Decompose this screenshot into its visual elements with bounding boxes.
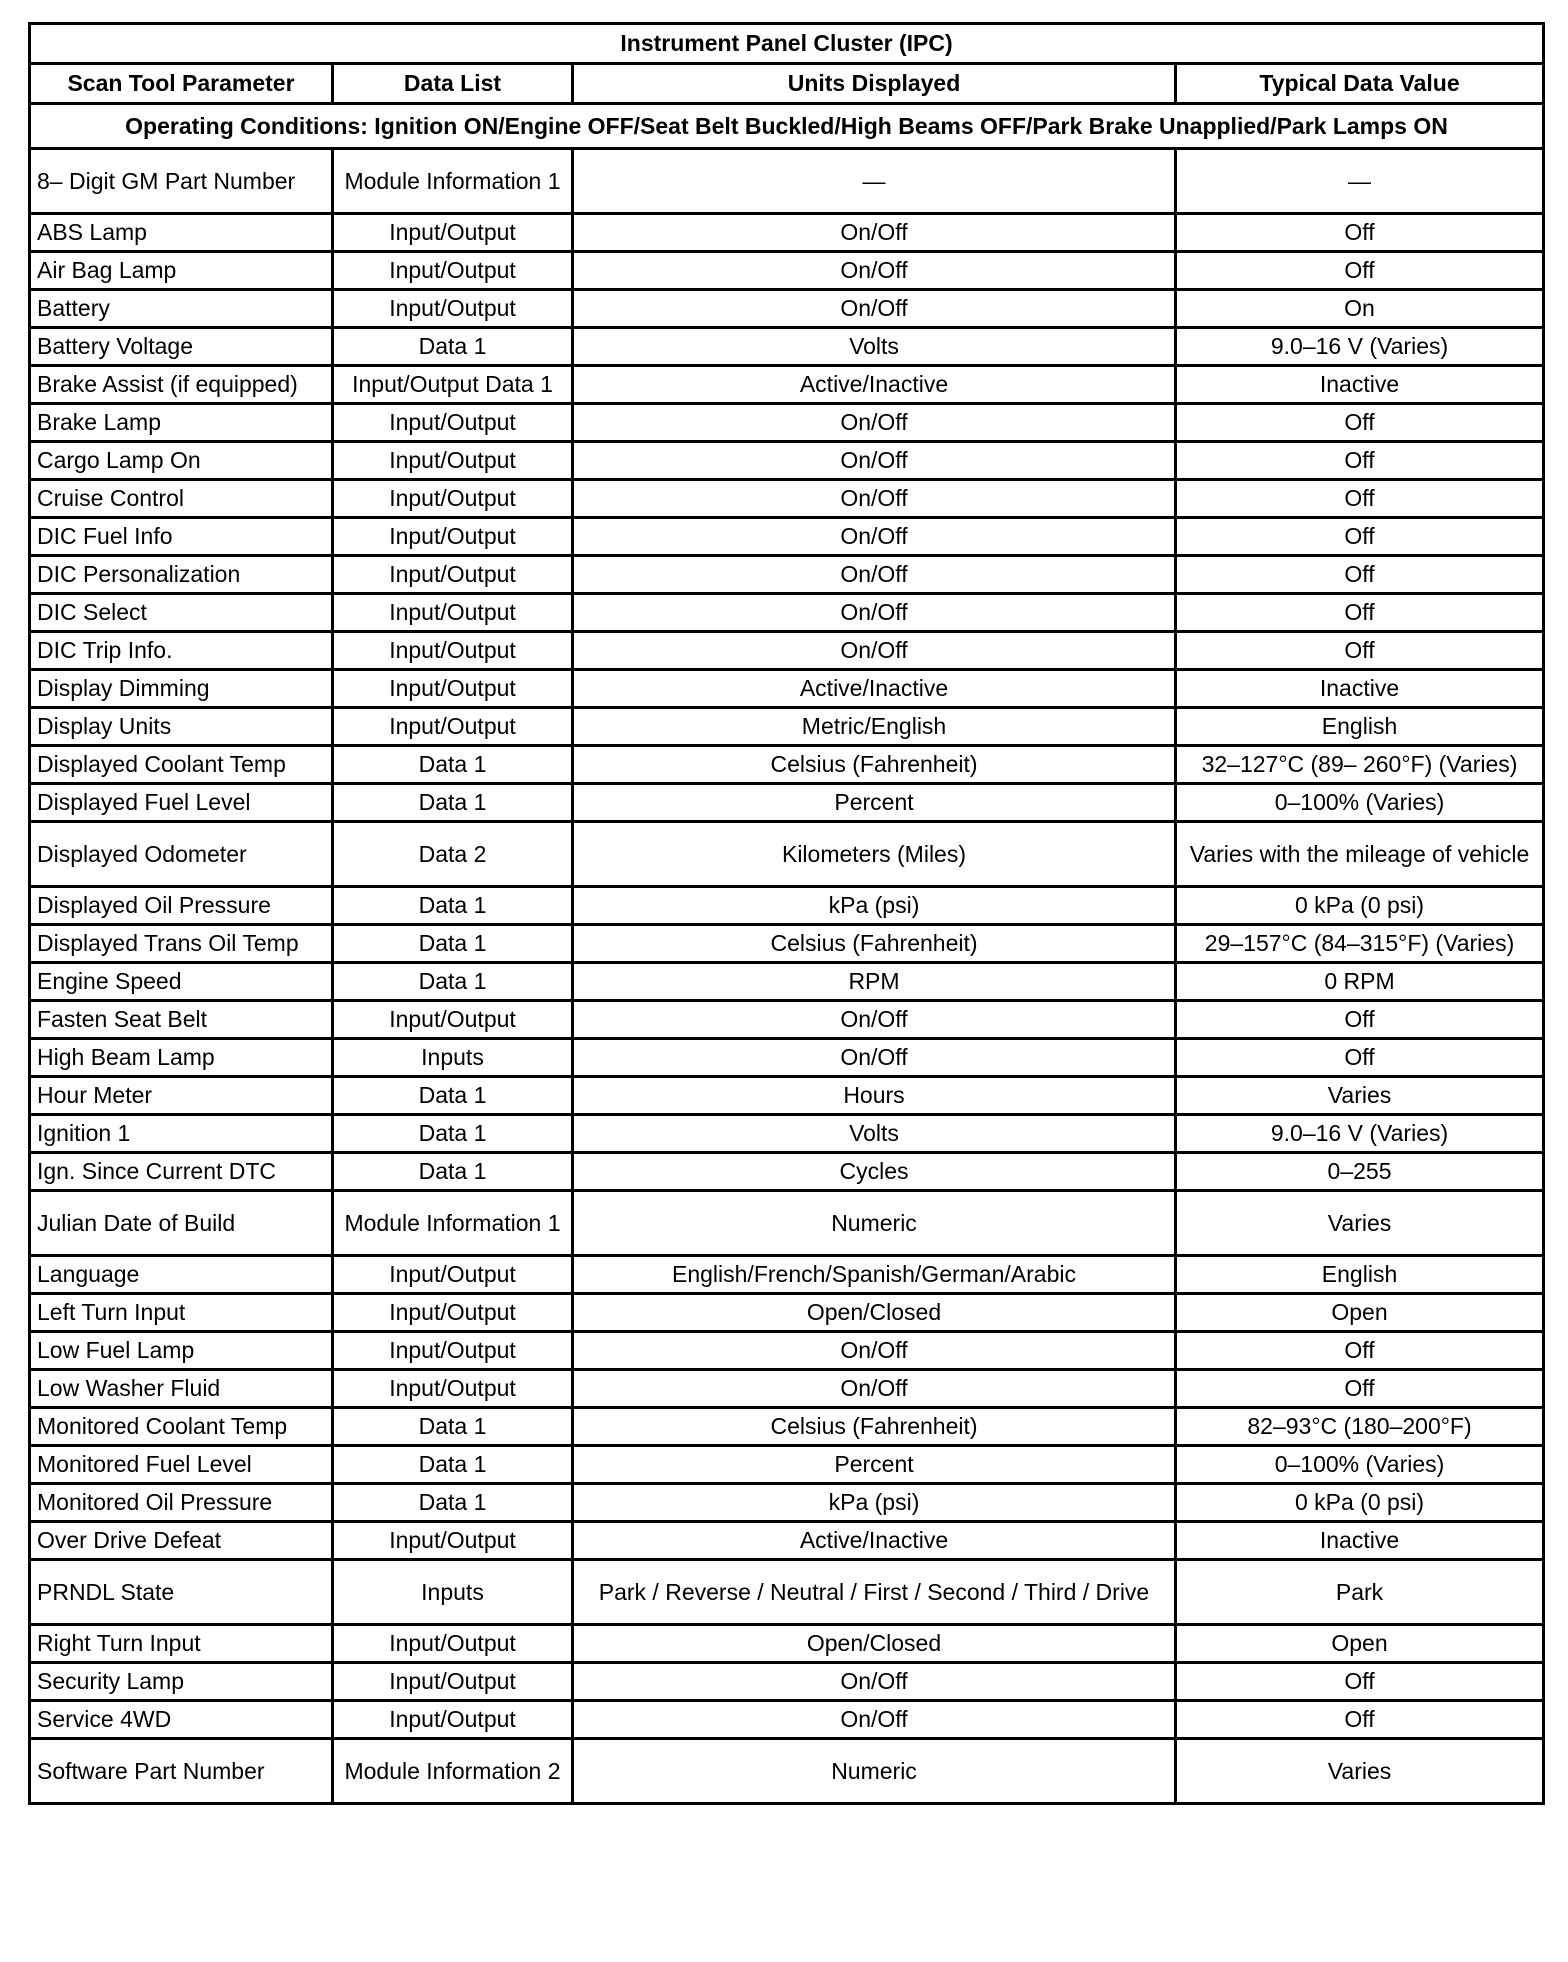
cell-parameter: ABS Lamp [30,214,333,252]
cell-parameter: Low Fuel Lamp [30,1332,333,1370]
table-row [30,632,1544,670]
cell-units: On/Off [573,214,1176,252]
cell-parameter: Cruise Control [30,480,333,518]
cell-units: On/Off [573,594,1176,632]
cell-units: On/Off [573,556,1176,594]
cell-units: On/Off [573,1332,1176,1370]
cell-units: RPM [573,963,1176,1001]
cell-data-list: Module Information 2 [333,1739,573,1804]
cell-parameter: Low Washer Fluid [30,1370,333,1408]
cell-units: Active/Inactive [573,670,1176,708]
column-header-data-list: Data List [333,64,573,104]
table-row [30,963,1544,1001]
cell-units: On/Off [573,290,1176,328]
cell-typical-value: Park [1176,1560,1544,1625]
cell-typical-value: Off [1176,404,1544,442]
cell-units: On/Off [573,1001,1176,1039]
table-row [30,556,1544,594]
table-row [30,480,1544,518]
cell-typical-value: Inactive [1176,1522,1544,1560]
cell-parameter: High Beam Lamp [30,1039,333,1077]
cell-data-list: Data 1 [333,784,573,822]
cell-typical-value: — [1176,149,1544,214]
table-row [30,1153,1544,1191]
cell-typical-value: Off [1176,518,1544,556]
cell-parameter: Ignition 1 [30,1115,333,1153]
cell-data-list: Input/Output [333,708,573,746]
cell-data-list: Inputs [333,1560,573,1625]
cell-parameter: Air Bag Lamp [30,252,333,290]
cell-typical-value: 82–93°C (180–200°F) [1176,1408,1544,1446]
cell-data-list: Input/Output [333,1001,573,1039]
cell-typical-value: Inactive [1176,670,1544,708]
cell-units: On/Off [573,1701,1176,1739]
cell-data-list: Data 1 [333,1077,573,1115]
cell-parameter: 8– Digit GM Part Number [30,149,333,214]
cell-typical-value: Open [1176,1294,1544,1332]
table-row [30,784,1544,822]
cell-parameter: PRNDL State [30,1560,333,1625]
cell-typical-value: Inactive [1176,366,1544,404]
cell-parameter: Fasten Seat Belt [30,1001,333,1039]
cell-data-list: Input/Output [333,252,573,290]
cell-units: On/Off [573,1663,1176,1701]
cell-units: Numeric [573,1739,1176,1804]
cell-data-list: Input/Output [333,556,573,594]
cell-units: Celsius (Fahrenheit) [573,746,1176,784]
cell-data-list: Data 1 [333,963,573,1001]
table-title-row [30,24,1544,64]
cell-data-list: Input/Output [333,518,573,556]
cell-parameter: Displayed Coolant Temp [30,746,333,784]
cell-parameter: Left Turn Input [30,1294,333,1332]
cell-typical-value: Off [1176,1370,1544,1408]
table-title: Instrument Panel Cluster (IPC) [30,24,1544,64]
cell-parameter: Displayed Odometer [30,822,333,887]
cell-parameter: Right Turn Input [30,1625,333,1663]
table-row [30,328,1544,366]
cell-typical-value: Varies [1176,1191,1544,1256]
column-header-row [30,64,1544,104]
table-row [30,925,1544,963]
cell-units: Active/Inactive [573,366,1176,404]
cell-data-list: Data 2 [333,822,573,887]
cell-typical-value: Off [1176,594,1544,632]
cell-parameter: Security Lamp [30,1663,333,1701]
cell-data-list: Input/Output [333,1294,573,1332]
cell-typical-value: Off [1176,556,1544,594]
cell-units: Volts [573,1115,1176,1153]
cell-data-list: Module Information 1 [333,1191,573,1256]
cell-parameter: Service 4WD [30,1701,333,1739]
cell-data-list: Data 1 [333,328,573,366]
operating-conditions-row [30,104,1544,149]
cell-typical-value: 0 RPM [1176,963,1544,1001]
cell-data-list: Data 1 [333,1446,573,1484]
column-header-parameter: Scan Tool Parameter [30,64,333,104]
cell-typical-value: Off [1176,480,1544,518]
cell-units: Kilometers (Miles) [573,822,1176,887]
table-row [30,1294,1544,1332]
cell-typical-value: On [1176,290,1544,328]
cell-data-list: Data 1 [333,1153,573,1191]
cell-parameter: DIC Trip Info. [30,632,333,670]
cell-data-list: Input/Output [333,214,573,252]
cell-typical-value: English [1176,708,1544,746]
cell-units: On/Off [573,632,1176,670]
cell-units: Park / Reverse / Neutral / First / Second / Third / Drive [573,1560,1176,1625]
cell-parameter: Monitored Coolant Temp [30,1408,333,1446]
cell-units: On/Off [573,1039,1176,1077]
cell-data-list: Data 1 [333,1484,573,1522]
cell-data-list: Data 1 [333,925,573,963]
cell-data-list: Input/Output [333,1522,573,1560]
cell-parameter: Software Part Number [30,1739,333,1804]
cell-parameter: Language [30,1256,333,1294]
cell-parameter: Battery Voltage [30,328,333,366]
table-row [30,1625,1544,1663]
document-page [28,22,1542,1805]
cell-parameter: Brake Assist (if equipped) [30,366,333,404]
cell-units: Numeric [573,1191,1176,1256]
cell-parameter: Julian Date of Build [30,1191,333,1256]
cell-typical-value: Off [1176,1701,1544,1739]
cell-data-list: Data 1 [333,1408,573,1446]
cell-data-list: Input/Output [333,1256,573,1294]
table-row [30,518,1544,556]
cell-units: On/Off [573,480,1176,518]
table-row [30,670,1544,708]
cell-units: Volts [573,328,1176,366]
cell-typical-value: 9.0–16 V (Varies) [1176,328,1544,366]
cell-data-list: Input/Output [333,1370,573,1408]
cell-typical-value: English [1176,1256,1544,1294]
table-row [30,822,1544,887]
cell-parameter: Monitored Fuel Level [30,1446,333,1484]
cell-typical-value: Varies [1176,1077,1544,1115]
table-row [30,252,1544,290]
cell-units: Open/Closed [573,1294,1176,1332]
ipc-data-table [28,22,1545,1805]
table-row [30,746,1544,784]
table-row [30,1701,1544,1739]
table-row [30,1560,1544,1625]
cell-typical-value: 32–127°C (89– 260°F) (Varies) [1176,746,1544,784]
column-header-units: Units Displayed [573,64,1176,104]
cell-typical-value: Off [1176,1001,1544,1039]
cell-data-list: Data 1 [333,887,573,925]
cell-typical-value: Off [1176,1332,1544,1370]
cell-parameter: Battery [30,290,333,328]
cell-parameter: Engine Speed [30,963,333,1001]
cell-units: On/Off [573,252,1176,290]
cell-data-list: Input/Output [333,1701,573,1739]
cell-units: Open/Closed [573,1625,1176,1663]
cell-parameter: DIC Personalization [30,556,333,594]
cell-typical-value: 0–255 [1176,1153,1544,1191]
cell-units: Celsius (Fahrenheit) [573,1408,1176,1446]
cell-parameter: Ign. Since Current DTC [30,1153,333,1191]
table-row [30,1001,1544,1039]
cell-typical-value: 0–100% (Varies) [1176,784,1544,822]
table-row [30,214,1544,252]
cell-typical-value: 29–157°C (84–315°F) (Varies) [1176,925,1544,963]
table-body [30,149,1544,1804]
cell-units: Celsius (Fahrenheit) [573,925,1176,963]
cell-data-list: Input/Output [333,670,573,708]
cell-typical-value: 0 kPa (0 psi) [1176,1484,1544,1522]
cell-units: On/Off [573,442,1176,480]
table-row [30,366,1544,404]
cell-data-list: Input/Output [333,1625,573,1663]
table-row [30,1370,1544,1408]
cell-units: Cycles [573,1153,1176,1191]
table-row [30,1408,1544,1446]
cell-data-list: Input/Output [333,404,573,442]
table-row [30,708,1544,746]
cell-units: kPa (psi) [573,887,1176,925]
table-row [30,1039,1544,1077]
table-row [30,1522,1544,1560]
table-row [30,1484,1544,1522]
cell-parameter: Monitored Oil Pressure [30,1484,333,1522]
operating-conditions: Operating Conditions: Ignition ON/Engine OFF/Seat Belt Buckled/High Beams OFF/Park Brake Unapplied/Park Lamps ON [30,104,1544,149]
cell-units: Hours [573,1077,1176,1115]
cell-parameter: Over Drive Defeat [30,1522,333,1560]
cell-units: — [573,149,1176,214]
cell-data-list: Input/Output [333,594,573,632]
cell-typical-value: Off [1176,632,1544,670]
cell-data-list: Input/Output [333,1663,573,1701]
cell-data-list: Data 1 [333,746,573,784]
table-row [30,1663,1544,1701]
cell-data-list: Data 1 [333,1115,573,1153]
cell-data-list: Inputs [333,1039,573,1077]
table-row [30,1332,1544,1370]
cell-units: Percent [573,1446,1176,1484]
cell-units: On/Off [573,1370,1176,1408]
table-row [30,1191,1544,1256]
cell-typical-value: Off [1176,214,1544,252]
cell-units: English/French/Spanish/German/Arabic [573,1256,1176,1294]
cell-typical-value: 0–100% (Varies) [1176,1446,1544,1484]
cell-typical-value: Off [1176,252,1544,290]
cell-typical-value: Off [1176,442,1544,480]
table-row [30,1115,1544,1153]
table-row [30,1446,1544,1484]
cell-typical-value: Open [1176,1625,1544,1663]
cell-parameter: Brake Lamp [30,404,333,442]
cell-parameter: Cargo Lamp On [30,442,333,480]
cell-data-list: Input/Output [333,442,573,480]
cell-parameter: Hour Meter [30,1077,333,1115]
table-row [30,290,1544,328]
cell-units: Active/Inactive [573,1522,1176,1560]
cell-parameter: DIC Select [30,594,333,632]
table-row [30,1077,1544,1115]
cell-parameter: Display Units [30,708,333,746]
table-row [30,404,1544,442]
cell-data-list: Input/Output [333,632,573,670]
cell-data-list: Input/Output [333,1332,573,1370]
cell-units: Percent [573,784,1176,822]
cell-typical-value: Varies [1176,1739,1544,1804]
cell-typical-value: Off [1176,1663,1544,1701]
cell-parameter: Displayed Oil Pressure [30,887,333,925]
cell-typical-value: Off [1176,1039,1544,1077]
cell-typical-value: Varies with the mileage of vehicle [1176,822,1544,887]
column-header-value: Typical Data Value [1176,64,1544,104]
table-row [30,1739,1544,1804]
table-row [30,149,1544,214]
cell-units: On/Off [573,404,1176,442]
cell-parameter: DIC Fuel Info [30,518,333,556]
cell-data-list: Input/Output Data 1 [333,366,573,404]
table-row [30,887,1544,925]
table-row [30,442,1544,480]
cell-data-list: Input/Output [333,290,573,328]
cell-data-list: Module Information 1 [333,149,573,214]
cell-units: Metric/English [573,708,1176,746]
cell-units: On/Off [573,518,1176,556]
cell-parameter: Display Dimming [30,670,333,708]
table-row [30,1256,1544,1294]
cell-typical-value: 0 kPa (0 psi) [1176,887,1544,925]
cell-data-list: Input/Output [333,480,573,518]
cell-parameter: Displayed Trans Oil Temp [30,925,333,963]
cell-units: kPa (psi) [573,1484,1176,1522]
cell-parameter: Displayed Fuel Level [30,784,333,822]
cell-typical-value: 9.0–16 V (Varies) [1176,1115,1544,1153]
table-row [30,594,1544,632]
